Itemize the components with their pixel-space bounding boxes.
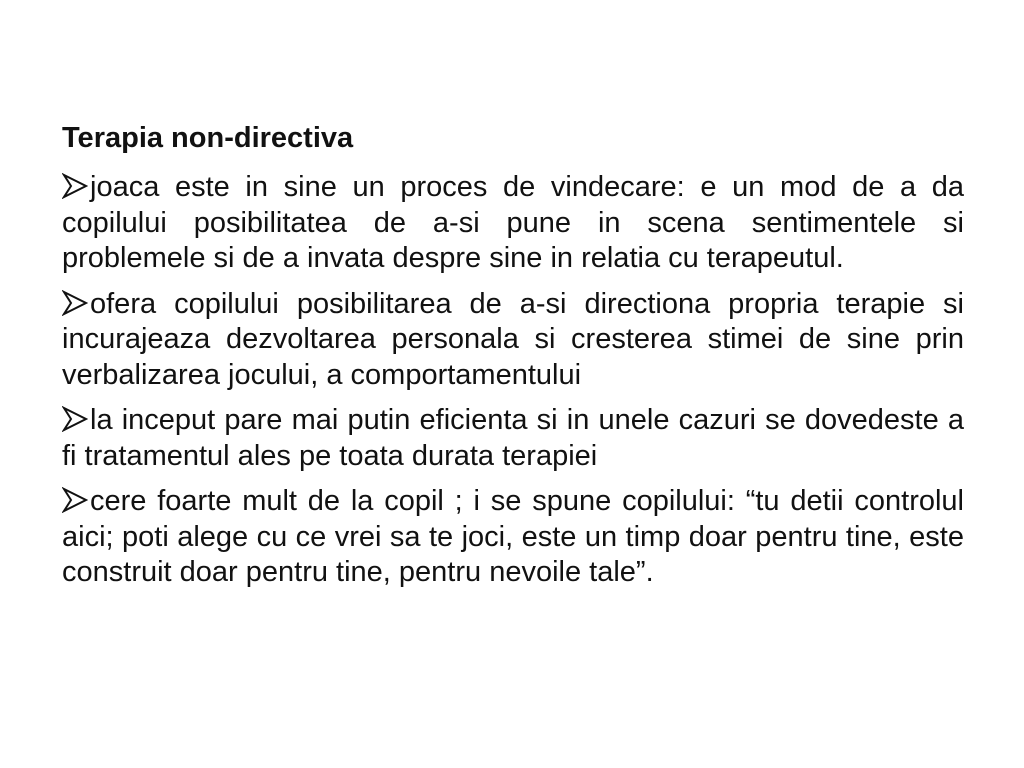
arrowhead-bullet-icon — [62, 487, 88, 513]
bullet-text: joaca este in sine un proces de vindecare: e un mod de a da copilului posibilitatea de a-si pune in scena sentimentele si problemele si de a invata despre sine in relatia cu terapeutul. — [62, 171, 964, 274]
arrowhead-bullet-icon — [62, 290, 88, 316]
bullet-item — [62, 403, 964, 474]
bullet-text: cere foarte mult de la copil ; i se spune copilului: “tu detii controlul aici; poti alege cu ce vrei sa te joci, este un timp doar pentru tine, este construit doar pentru tine, pentru nevoile tale”. — [62, 485, 964, 588]
bullet-item — [62, 287, 964, 394]
slide-content — [62, 118, 964, 601]
bullet-text: la inceput pare mai putin eficienta si in unele cazuri se dovedeste a fi tratamentul ales pe toata durata terapiei — [62, 404, 964, 472]
bullet-item — [62, 170, 964, 277]
slide-title: Terapia non-directiva — [62, 122, 354, 154]
arrowhead-bullet-icon — [62, 173, 88, 199]
bullet-text: ofera copilului posibilitarea de a-si directiona propria terapie si incurajeaza dezvoltarea personala si cresterea stimei de sine prin verbalizarea jocului, a comportamentului — [62, 287, 964, 391]
bullet-item — [62, 484, 964, 591]
arrowhead-bullet-icon — [62, 406, 88, 432]
